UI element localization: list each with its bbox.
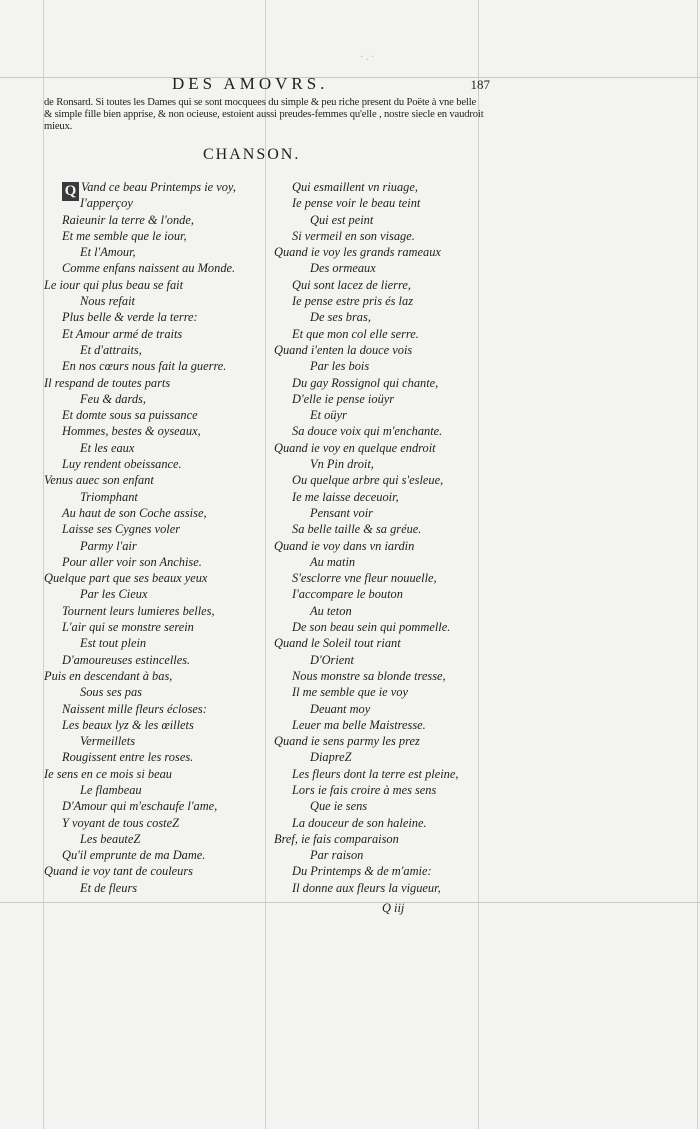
verse-line: Qui esmaillent vn riuage, [292, 180, 418, 194]
verse-line: Au teton [310, 603, 352, 618]
intro-line: mieux. [44, 121, 73, 133]
verse-line: De son beau sein qui pommelle. [292, 620, 451, 635]
verse-line: D'Amour qui m'eschaufe l'ame, [62, 799, 218, 814]
verse-line: Par les Cieux [80, 587, 148, 602]
verse-line: Quand ie voy en quelque endroit [274, 440, 436, 455]
verse-line: Rougissent entre les roses. [62, 750, 194, 765]
verse-line: Quand le Soleil tout riant [274, 636, 401, 651]
verse-line: Il donne aux fleurs la vigueur, [292, 880, 441, 895]
verse-line: Sous ses pas [80, 685, 142, 700]
verse-line: Ie pense estre pris és laz [292, 294, 414, 309]
intro-line: de Ronsard. Si toutes les Dames qui se sont mocquees du simple & peu riche present du Poëte à vne belle [44, 97, 477, 108]
verse-line: Comme enfans naissent au Monde. [62, 261, 236, 276]
verse-line: Hommes, bestes & oyseaux, [62, 424, 201, 439]
verse-line: Raieunir la terre & l'onde, [62, 212, 194, 227]
page-number: 187 [470, 77, 490, 92]
verse-line: Et me semble que le iour, [62, 228, 187, 243]
verse-line: Y voyant de tous costeZ [62, 815, 180, 830]
verse-line: L'air qui se monstre serein [62, 620, 194, 635]
verse-line: Au matin [310, 554, 356, 569]
verse-line: Au haut de son Coche assise, [62, 505, 207, 520]
verse-line: Plus belle & verde la terre: [62, 310, 198, 325]
verse-line: Luy rendent obeissance. [62, 457, 182, 472]
dropcap-initial: Q [62, 182, 79, 201]
verse-line: Et l'Amour, [80, 245, 136, 260]
verse-line: Leuer ma belle Maistresse. [292, 717, 426, 732]
verse-line: Vn Pin droit, [310, 457, 374, 472]
poem-left-column [44, 179, 274, 896]
verse-line: Et d'attraits, [80, 342, 142, 357]
verse-line: Des ormeaux [310, 261, 376, 276]
verse-line: Et domte sous sa puissance [62, 408, 198, 423]
verse-line: Du gay Rossignol qui chante, [292, 375, 439, 390]
verse-line: Qu'il emprunte de ma Dame. [62, 848, 206, 863]
verse-line: Sa douce voix qui m'enchante. [292, 424, 443, 439]
verse-line: Et de fleurs [80, 880, 138, 895]
ink-smudge: · . · [360, 52, 375, 63]
verse-line: Laisse ses Cygnes voler [62, 522, 181, 537]
verse-line: Nous monstre sa blonde tresse, [292, 668, 446, 683]
verse-line: Pour aller voir son Anchise. [62, 554, 202, 569]
verse-line: Ie me laisse deceuoir, [292, 489, 399, 504]
verse-line: Deuant moy [310, 701, 371, 716]
verse-line: Et que mon col elle serre. [292, 326, 419, 341]
verse-line: Tournent leurs lumieres belles, [62, 603, 215, 618]
poem-right-column [274, 179, 504, 896]
verse-line: En nos cœurs nous fait la guerre. [62, 359, 227, 374]
verse-line: Le flambeau [80, 782, 142, 797]
verse-line: Quand ie voy les grands rameaux [274, 245, 441, 260]
verse-line: D'Orient [310, 652, 354, 667]
verse-line: Ou quelque arbre qui s'esleue, [292, 473, 444, 488]
verse-line: Venus auec son enfant [44, 473, 154, 488]
verse-line: Sa belle taille & sa gréue. [292, 522, 422, 537]
verse-line: Par les bois [310, 359, 370, 374]
verse-line: Parmy l'air [80, 538, 137, 553]
verse-line: Ie pense voir le beau teint [292, 196, 421, 211]
verse-line: Il respand de toutes parts [44, 375, 171, 390]
verse-line: Pensant voir [310, 505, 373, 520]
verse-line [44, 179, 274, 199]
verse-line: Triomphant [80, 489, 138, 504]
verse-line: I'apperçoy [80, 196, 133, 211]
verse-line: Si vermeil en son visage. [292, 228, 415, 243]
verse-line: Ie sens en ce mois si beau [44, 766, 173, 781]
verse-line: Feu & dards, [80, 391, 146, 406]
verse-line: Et Amour armé de traits [62, 326, 183, 341]
verse-line: Nous refait [80, 294, 135, 309]
verse-line: Et oüyr [310, 408, 347, 423]
verse-line: Quand ie voy tant de couleurs [44, 864, 193, 879]
poem-heading: CHANSON. [203, 146, 301, 163]
verse-line: Puis en descendant à bas, [44, 668, 173, 683]
verse-line: Est tout plein [80, 636, 147, 651]
verse-line: Bref, ie fais comparaison [274, 831, 399, 846]
verse-line: Il me semble que ie voy [292, 685, 408, 700]
verse-line: Quand i'enten la douce vois [274, 342, 413, 357]
verse-line: Que ie sens [310, 799, 368, 814]
intro-line: & simple fille bien apprise, & non ocieuse, estoient aussi preudes-femmes qu'elle , nostre siecle en vaudroit [44, 109, 484, 121]
verse-line: Qui est peint [310, 212, 374, 227]
verse-line: De ses bras, [310, 310, 371, 325]
verse-line: La douceur de son haleine. [292, 815, 427, 830]
verse-line: Le iour qui plus beau se fait [44, 277, 184, 292]
verse-line: I'accompare le bouton [292, 587, 403, 602]
verse-line: Les beauteZ [80, 831, 141, 846]
intro-paragraph [44, 97, 496, 134]
verse-line: Les beaux lyz & les œillets [62, 717, 194, 732]
grid-line [0, 902, 700, 903]
verse-text: Vand ce beau Printemps ie voy, [81, 180, 236, 194]
verse-line: Lors ie fais croire à mes sens [292, 782, 437, 797]
verse-line: Quand ie sens parmy les prez [274, 734, 420, 749]
verse-line: Quand ie voy dans vn iardin [274, 538, 415, 553]
verse-line: D'elle ie pense ioüyr [292, 391, 395, 406]
verse-line: Vermeillets [80, 734, 136, 749]
verse-line: S'esclorre vne fleur nouuelle, [292, 571, 437, 586]
verse-line: Les fleurs dont la terre est pleine, [292, 766, 459, 781]
verse-line: Du Printemps & de m'amie: [292, 864, 432, 879]
signature-mark: Q iij [382, 901, 405, 915]
verse-line: D'amoureuses estincelles. [62, 652, 191, 667]
verse-line: Par raison [310, 848, 364, 863]
verse-line: Et les eaux [80, 440, 135, 455]
grid-line [697, 0, 698, 1129]
verse-line: DiapreZ [310, 750, 352, 765]
verse-line: Naissent mille fleurs écloses: [62, 701, 207, 716]
page-header [40, 74, 492, 96]
running-title: DES AMOVRS. [172, 74, 329, 93]
verse-line: Qui sont lacez de lierre, [292, 277, 411, 292]
verse-line: Quelque part que ses beaux yeux [44, 571, 208, 586]
